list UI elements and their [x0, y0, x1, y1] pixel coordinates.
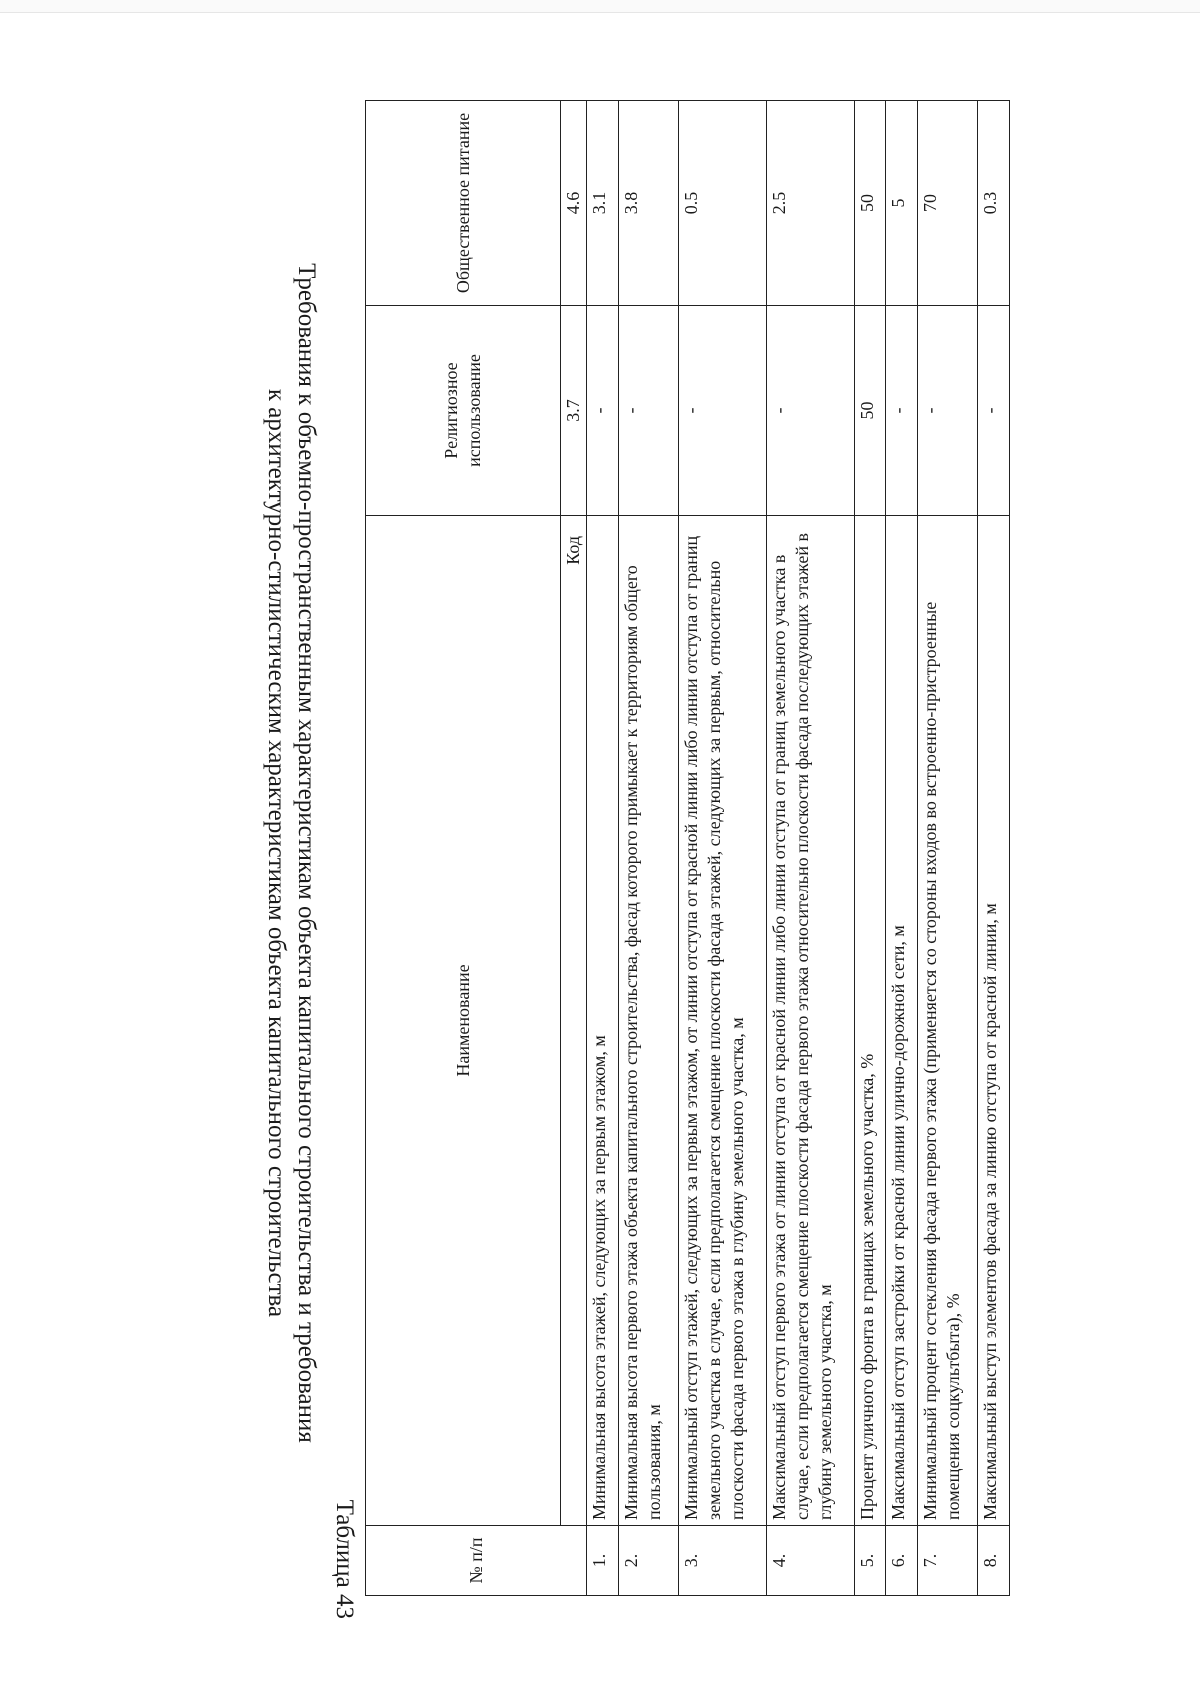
header-religious: Религиозное использование [366, 306, 561, 516]
row-catering: 2.5 [766, 101, 854, 306]
code-label: Код [561, 516, 587, 1526]
row-name: Максимальный выступ элементов фасада за линию отступа от красной линии, м [978, 516, 1010, 1526]
row-name: Минимальный отступ этажей, следующих за первым этажом, от линии отступа от красной линии либо линии отступа от границ земельного участка в случае, если предполагается смещение плоскости фасада этажей, следующих за первым, относительно плоскости фасада первого этажа в глубину земельного участка, м [678, 516, 766, 1526]
row-religious: - [678, 306, 766, 516]
row-catering: 3.8 [618, 101, 678, 306]
row-religious: - [766, 306, 854, 516]
row-religious: - [978, 306, 1010, 516]
header-name: Наименование [366, 516, 561, 1526]
row-num: 8. [978, 1526, 1010, 1596]
table-row [886, 101, 918, 1596]
table-row [766, 101, 854, 1596]
row-num: 6. [886, 1526, 918, 1596]
row-catering: 0.3 [978, 101, 1010, 306]
row-religious: - [918, 306, 978, 516]
row-num: 2. [618, 1526, 678, 1596]
table-row [918, 101, 978, 1596]
row-religious: - [587, 306, 619, 516]
code-catering: 4.6 [561, 101, 587, 306]
row-num: 5. [854, 1526, 886, 1596]
row-name: Максимальный отступ застройки от красной линии улично-дорожной сети, м [886, 516, 918, 1526]
table-label: Таблица 43 [331, 1499, 358, 1619]
table-row [978, 101, 1010, 1596]
table-row [618, 101, 678, 1596]
row-religious: - [886, 306, 918, 516]
row-catering: 70 [918, 101, 978, 306]
header-catering: Общественное питание [366, 101, 561, 306]
row-catering: 50 [854, 101, 886, 306]
row-num: 4. [766, 1526, 854, 1596]
rotated-document-sheet [190, 83, 1010, 1623]
row-name: Минимальная высота первого этажа объекта капитального строительства, фасад которого примыкает к территориям общего пользования, м [618, 516, 678, 1526]
row-name: Минимальная высота этажей, следующих за первым этажом, м [587, 516, 619, 1526]
row-num: 7. [918, 1526, 978, 1596]
row-religious: 50 [854, 306, 886, 516]
table-code-row [561, 101, 587, 1596]
table-row [678, 101, 766, 1596]
document-title-line2: к архитектурно-стилистическим характеристикам объекта капитального строительства [263, 388, 290, 1318]
code-religious: 3.7 [561, 306, 587, 516]
header-num: № п/п [366, 1526, 587, 1596]
page-top-edge [0, 0, 1200, 13]
row-religious: - [618, 306, 678, 516]
row-name: Максимальный отступ первого этажа от линии отступа от красной линии либо линии отступа от границ земельного участка в случае, если предполагается смещение плоскости фасада первого этажа относительно плоскости фасада последующих этажей в глубину земельного участка, м [766, 516, 854, 1526]
table-header-row [366, 101, 561, 1596]
row-num: 3. [678, 1526, 766, 1596]
requirements-table-wrapper [365, 101, 1010, 1596]
row-catering: 5 [886, 101, 918, 306]
row-name: Минимальный процент остекления фасада первого этажа (применяется со стороны входов во встроенно-пристроенные помещения соцкультбыта), % [918, 516, 978, 1526]
row-num: 1. [587, 1526, 619, 1596]
document-title-line1: Требования к объемно-пространственным характеристикам объекта капитального строительства и требования [293, 263, 320, 1443]
row-name: Процент уличного фронта в границах земельного участка, % [854, 516, 886, 1526]
table-row [587, 101, 619, 1596]
requirements-table [365, 100, 1010, 1596]
row-catering: 3.1 [587, 101, 619, 306]
table-row [854, 101, 886, 1596]
row-catering: 0.5 [678, 101, 766, 306]
